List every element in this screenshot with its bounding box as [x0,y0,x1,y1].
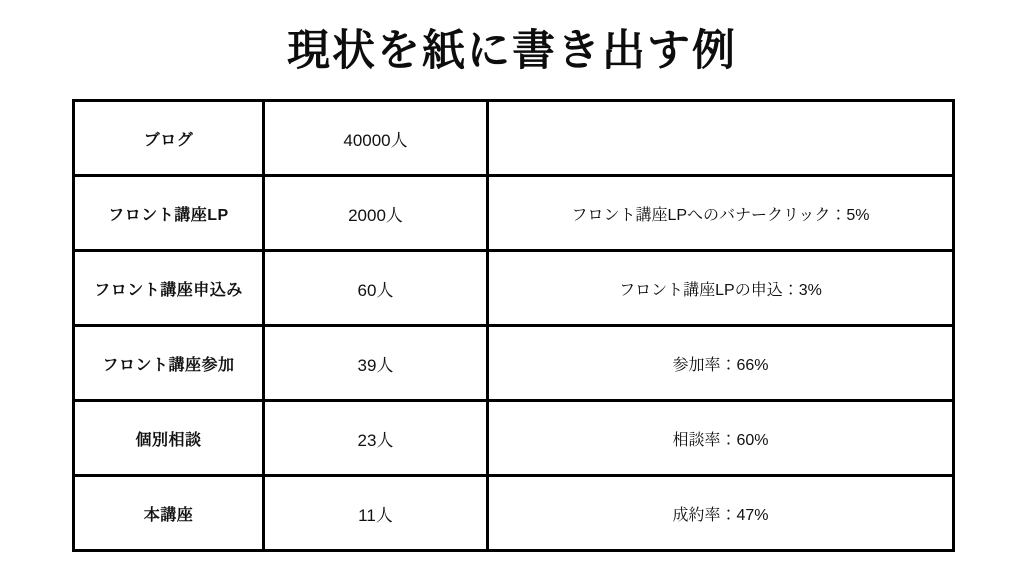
funnel-table [72,99,955,552]
stage-rate: 参加率：66% [488,326,954,401]
stage-name: 個別相談 [74,401,264,476]
stage-rate: 成約率：47% [488,476,954,551]
stage-rate: 相談率：60% [488,401,954,476]
table-row [74,401,954,476]
stage-count: 39人 [264,326,488,401]
stage-name: フロント講座申込み [74,251,264,326]
stage-count: 2000人 [264,176,488,251]
page-title: 現状を紙に書き出す例 [287,27,737,75]
stage-count: 23人 [264,401,488,476]
funnel-table-wrapper [72,99,952,552]
stage-name: フロント講座参加 [74,326,264,401]
table-row [74,476,954,551]
stage-rate [488,101,954,176]
stage-count: 40000人 [264,101,488,176]
stage-count: 60人 [264,251,488,326]
stage-name: フロント講座LP [74,176,264,251]
table-row [74,176,954,251]
table-row [74,251,954,326]
stage-count: 11人 [264,476,488,551]
stage-name: 本講座 [74,476,264,551]
funnel-table-body [74,101,954,551]
table-row [74,326,954,401]
stage-rate: フロント講座LPの申込：3% [488,251,954,326]
stage-name: ブログ [74,101,264,176]
stage-rate: フロント講座LPへのバナークリック：5% [488,176,954,251]
table-row [74,101,954,176]
